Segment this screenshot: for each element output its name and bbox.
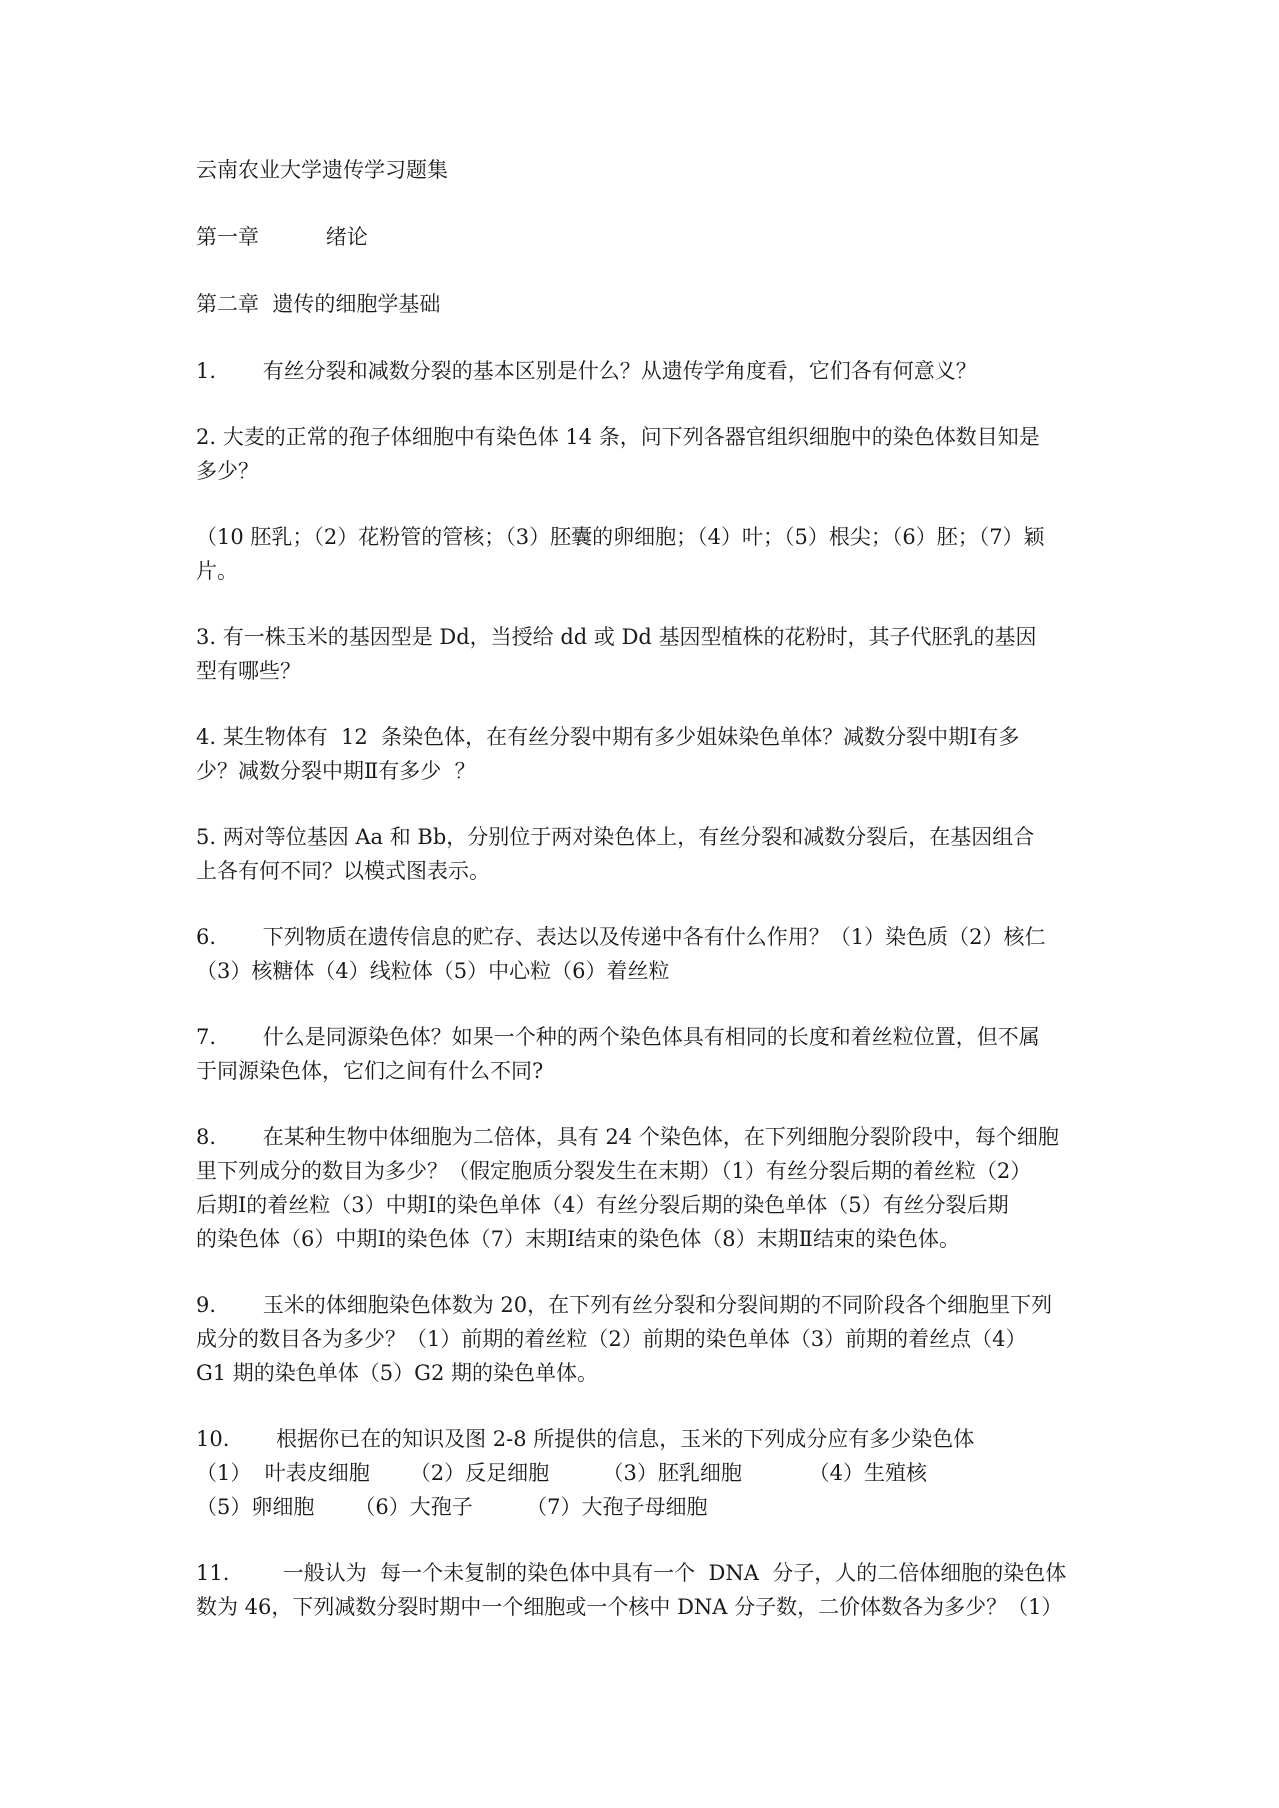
chapter-2-heading: 第二章 遗传的细胞学基础 bbox=[196, 292, 441, 316]
question-line: 于同源染色体，它们之间有什么不同? bbox=[196, 1059, 544, 1083]
question-2-options bbox=[196, 520, 1091, 588]
question-line: 上各有何不同？以模式图表示。 bbox=[196, 859, 490, 883]
question-2 bbox=[196, 420, 1091, 488]
question-line: 4. 某生物体有 12 条染色体，在有丝分裂中期有多少姐妹染色单体？减数分裂中期Ⅰ有多 bbox=[196, 725, 1020, 749]
question-line: 里下列成分的数目为多少？（假定胞质分裂发生在末期）（1）有丝分裂后期的着丝粒（2） bbox=[196, 1159, 1032, 1183]
question-line: 3. 有一株玉米的基因型是 Dd，当授给 dd 或 Dd 基因型植株的花粉时，其子代胚乳的基因 bbox=[196, 625, 1037, 649]
question-1 bbox=[196, 354, 1091, 388]
question-line: （1） 叶表皮细胞 （2）反足细胞 （3）胚乳细胞 （4）生殖核 bbox=[196, 1461, 927, 1485]
document-title: 云南农业大学遗传学习题集 bbox=[196, 158, 448, 182]
chapter-1-heading: 第一章 绪论 bbox=[196, 225, 368, 249]
question-line: 6. 下列物质在遗传信息的贮存、表达以及传递中各有什么作用？（1）染色质（2）核仁 bbox=[196, 925, 1046, 949]
document-body bbox=[196, 153, 1091, 1656]
question-line: 片。 bbox=[196, 559, 238, 583]
question-line: 10. 根据你已在的知识及图 2-8 所提供的信息，玉米的下列成分应有多少染色体 bbox=[196, 1427, 975, 1451]
question-line: 9. 玉米的体细胞染色体数为 20，在下列有丝分裂和分裂间期的不同阶段各个细胞里下列 bbox=[196, 1293, 1053, 1317]
question-11 bbox=[196, 1556, 1091, 1624]
question-line: 11. 一般认为 每一个未复制的染色体中具有一个 DNA 分子，人的二倍体细胞的染色体 bbox=[196, 1561, 1067, 1585]
question-5 bbox=[196, 820, 1091, 888]
question-line: 数为 46，下列减数分裂时期中一个细胞或一个核中 DNA 分子数，二价体数各为多少？（1） bbox=[196, 1595, 1063, 1619]
question-line: 型有哪些？ bbox=[196, 659, 301, 683]
question-line: 的染色体（6）中期Ⅰ的染色体（7）末期Ⅰ结束的染色体（8）末期Ⅱ结束的染色体。 bbox=[196, 1227, 960, 1251]
question-line: 7. 什么是同源染色体？如果一个种的两个染色体具有相同的长度和着丝粒位置，但不属 bbox=[196, 1025, 1040, 1049]
question-9 bbox=[196, 1288, 1091, 1390]
question-line: 成分的数目各为多少？（1）前期的着丝粒（2）前期的染色单体（3）前期的着丝点（4） bbox=[196, 1327, 1027, 1351]
question-6 bbox=[196, 920, 1091, 988]
question-line: 少？减数分裂中期Ⅱ有多少 ？ bbox=[196, 759, 476, 783]
question-line: 后期Ⅰ的着丝粒（3）中期Ⅰ的染色单体（4）有丝分裂后期的染色单体（5）有丝分裂后期 bbox=[196, 1193, 1009, 1217]
question-line: （5）卵细胞 （6）大孢子 （7）大孢子母细胞 bbox=[196, 1495, 708, 1519]
question-line: （10 胚乳；（2）花粉管的管核；（3）胚囊的卵细胞；（4）叶；（5）根尖；（6）胚；（7）颖 bbox=[196, 525, 1045, 549]
question-4 bbox=[196, 720, 1091, 788]
question-line: （3）核糖体（4）线粒体（5）中心粒（6）着丝粒 bbox=[196, 959, 670, 983]
question-line: G1 期的染色单体（5）G2 期的染色单体。 bbox=[196, 1361, 598, 1385]
question-7 bbox=[196, 1020, 1091, 1088]
question-line: 多少？ bbox=[196, 459, 259, 483]
question-3 bbox=[196, 620, 1091, 688]
question-8 bbox=[196, 1120, 1091, 1256]
question-10 bbox=[196, 1422, 1091, 1524]
question-line: 8. 在某种生物中体细胞为二倍体，具有 24 个染色体，在下列细胞分裂阶段中，每个细胞 bbox=[196, 1125, 1059, 1149]
question-line: 1. 有丝分裂和减数分裂的基本区别是什么？从遗传学角度看，它们各有何意义？ bbox=[196, 359, 977, 383]
question-line: 5. 两对等位基因 Aa 和 Bb，分别位于两对染色体上，有丝分裂和减数分裂后，在基因组合 bbox=[196, 825, 1035, 849]
question-line: 2. 大麦的正常的孢子体细胞中有染色体 14 条，问下列各器官组织细胞中的染色体数目知是 bbox=[196, 425, 1040, 449]
